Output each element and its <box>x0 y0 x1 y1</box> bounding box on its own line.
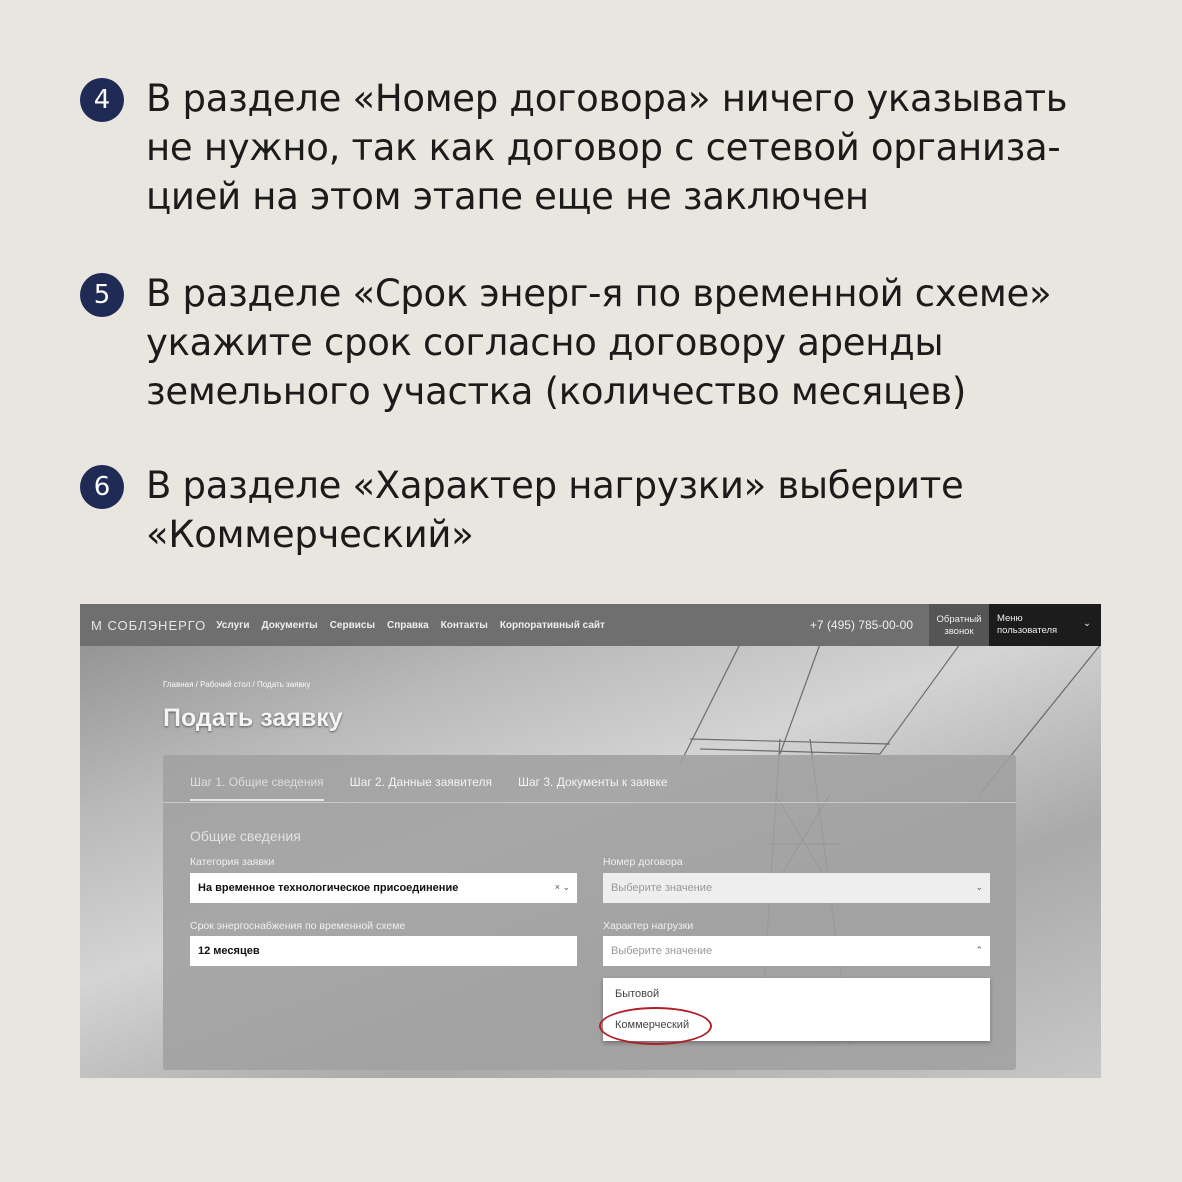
divider <box>163 802 1016 803</box>
term-value: 12 месяцев <box>198 945 260 957</box>
page-title: Подать заявку <box>163 704 343 732</box>
step-number-badge: 6 <box>80 465 124 509</box>
phone-number[interactable]: +7 (495) 785-00-00 <box>809 618 913 632</box>
contract-label: Номер договора <box>603 856 683 868</box>
chevron-down-icon: ⌄ <box>975 882 983 892</box>
top-nav <box>80 604 1101 646</box>
user-menu-label: Меню пользователя <box>997 613 1058 636</box>
section-title: Общие сведения <box>190 828 301 844</box>
step-text: В разделе «Срок энерг-я по временной схеме» укажите срок согласно договору аренды земельного участка (количество месяцев) <box>146 272 1052 413</box>
load-dropdown <box>603 978 990 1041</box>
contract-select[interactable] <box>603 873 990 903</box>
step-text: В разделе «Номер договора» ничего указывать не нужно, так как договор с сетевой организа-цией на этом этапе еще не заключен <box>146 77 1068 218</box>
category-label: Категория заявки <box>190 856 275 868</box>
logo[interactable]: М СОБЛЭНЕРГО <box>91 617 207 633</box>
step-number-badge: 4 <box>80 78 124 122</box>
chevron-up-icon: ⌃ <box>975 945 983 955</box>
tab-step-2[interactable]: Шаг 2. Данные заявителя <box>349 775 492 789</box>
option-commercial[interactable]: Коммерческий <box>615 1019 690 1031</box>
load-select[interactable] <box>603 936 990 966</box>
step-4 <box>80 74 1106 221</box>
load-label: Характер нагрузки <box>603 920 694 932</box>
step-number-badge: 5 <box>80 273 124 317</box>
option-household[interactable]: Бытовой <box>615 988 660 1000</box>
step-text: В разделе «Характер нагрузки» выберите «Коммерческий» <box>146 464 964 556</box>
chevron-down-icon: ⌄ <box>1083 618 1091 629</box>
highlight-circle <box>599 1007 712 1045</box>
nav-documents[interactable]: Документы <box>261 619 318 631</box>
tab-step-3[interactable]: Шаг 3. Документы к заявке <box>517 775 668 789</box>
category-value: На временное технологическое присоединение <box>198 882 459 894</box>
nav-services[interactable]: Сервисы <box>329 619 375 631</box>
nav-uslugi[interactable]: Услуги <box>216 619 250 631</box>
user-menu-button[interactable] <box>989 604 1101 646</box>
website-screenshot <box>80 604 1101 1078</box>
nav-help[interactable]: Справка <box>387 619 429 631</box>
contract-placeholder: Выберите значение <box>611 882 713 894</box>
nav-contacts[interactable]: Контакты <box>440 619 488 631</box>
term-label: Срок энергоснабжения по временной схеме <box>190 920 406 932</box>
step-6 <box>80 461 1106 559</box>
clear-chevron-icon[interactable]: × ⌄ <box>554 882 570 892</box>
breadcrumb[interactable]: Главная / Рабочий стол / Подать заявку <box>163 680 311 689</box>
form-panel <box>163 755 1016 1070</box>
load-placeholder: Выберите значение <box>611 945 713 957</box>
nav-corporate[interactable]: Корпоративный сайт <box>499 619 605 631</box>
step-5 <box>80 269 1106 416</box>
tab-step-1[interactable]: Шаг 1. Общие сведения <box>190 775 324 801</box>
category-select[interactable] <box>190 873 577 903</box>
term-input[interactable] <box>190 936 577 966</box>
callback-button[interactable]: Обратный звонок <box>929 604 989 646</box>
